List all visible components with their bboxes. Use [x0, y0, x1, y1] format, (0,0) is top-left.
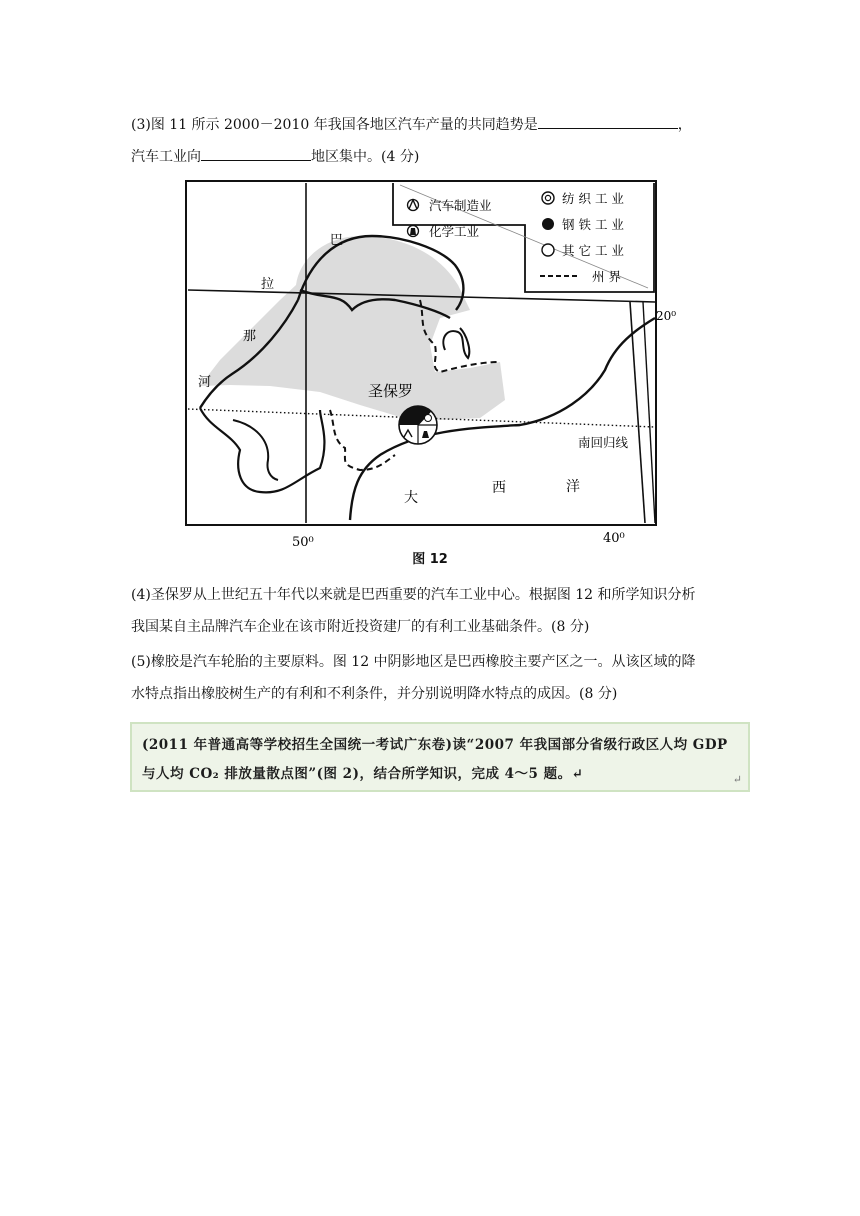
sao-paulo-industry-pie	[399, 406, 437, 444]
chemical-industry-glyph	[410, 228, 416, 235]
frame-edge	[643, 302, 655, 523]
q4-line-1: (4)圣保罗从上世纪五十年代以来就是巴西重要的汽车工业中心。根据图 12 和所学知识分析	[131, 587, 696, 603]
pie-textile-mark	[425, 415, 432, 422]
rubber-shaded-region	[200, 236, 505, 420]
source-question-banner	[130, 722, 750, 792]
label-tropic: 南回归线	[578, 435, 629, 450]
q3-text-3: 地区集中。(4 分)	[311, 149, 420, 165]
label-ba: 巴	[330, 233, 344, 248]
label-lon-50: 50⁰	[292, 535, 314, 550]
return-mark-icon: ↵	[732, 773, 742, 786]
label-he: 河	[198, 375, 212, 390]
q3-text-2: 汽车工业向	[131, 149, 201, 165]
legend-steel: 钢 铁 工 业	[562, 217, 624, 232]
banner-line-1: (2011 年普通高等学校招生全国统一考试广东卷)读“2007 年我国部分省级行政区人均 GDP	[142, 737, 728, 753]
label-yang: 洋	[566, 479, 580, 495]
label-xi: 西	[492, 480, 506, 496]
coast-inlet	[443, 328, 469, 358]
label-sao-paulo: 圣保罗	[368, 383, 414, 400]
q3-text-1: (3)图 11 所示 2000－2010 年我国各地区汽车产量的共同趋势是	[131, 117, 538, 133]
label-na: 那	[243, 329, 257, 344]
state-border-2	[330, 410, 395, 470]
banner-line-2: 与人均 CO₂ 排放量散点图”(图 2)，结合所学知识，完成 4～5 题。↵	[142, 766, 584, 782]
figure-caption: 图 12	[412, 552, 448, 567]
label-la: 拉	[261, 277, 275, 292]
q3-line1-end: ，	[677, 117, 692, 133]
label-lon-40: 40⁰	[603, 531, 625, 546]
q4-line-2: 我国某自主品牌汽车企业在该市附近投资建厂的有利工业基础条件。(8 分)	[131, 619, 590, 635]
steel-industry-icon	[542, 218, 554, 230]
other-industry-icon	[542, 244, 554, 256]
figure-12-map	[0, 0, 860, 560]
legend-other: 其 它 工 业	[562, 243, 624, 258]
legend-border: 州 界	[592, 269, 621, 284]
meridian-40	[630, 302, 645, 523]
label-lat-20: 20⁰	[656, 309, 677, 323]
legend-chem: 化学工业	[429, 224, 480, 239]
legend-car: 汽车制造业	[429, 198, 492, 213]
label-da: 大	[404, 490, 418, 506]
textile-industry-inner	[545, 195, 550, 200]
q5-line-1: (5)橡胶是汽车轮胎的主要原料。图 12 中阴影地区是巴西橡胶主要产区之一。从该区域的降	[131, 654, 696, 670]
legend-textile: 纺 织 工 业	[562, 191, 624, 206]
q5-line-2: 水特点指出橡胶树生产的有利和不利条件，并分别说明降水特点的成因。(8 分)	[131, 686, 618, 702]
